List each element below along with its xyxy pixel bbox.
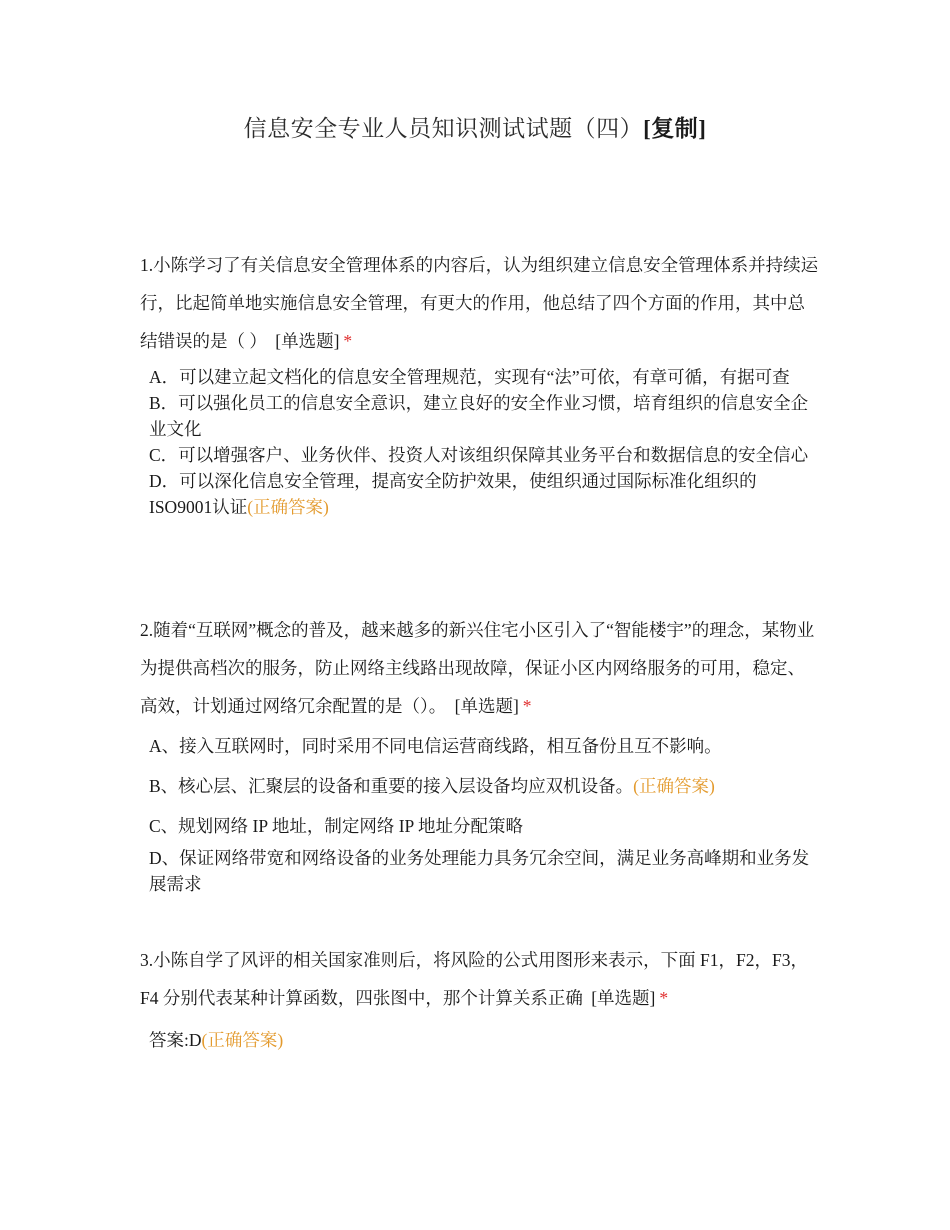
question-text: 2.随着“互联网”概念的普及，越来越多的新兴住宅小区引入了“智能楼宇”的理念，某物业为提供高档次的服务，防止网络主线路出现故障，保证小区内网络服务的可用，稳定、高效，计划通过网络冗余配置的是（）。	[140, 620, 815, 716]
option-list	[140, 733, 820, 897]
question-2	[140, 611, 820, 897]
correct-answer-tag: (正确答案)	[201, 1030, 284, 1050]
option-list	[140, 364, 820, 520]
option-b[interactable]: B、核心层、汇聚层的设备和重要的接入层设备均应双机设备。(正确答案)	[149, 776, 715, 796]
title-main: 信息安全专业人员知识测试试题（四）	[243, 116, 644, 141]
option-d[interactable]: D、保证网络带宽和网络设备的业务处理能力具务冗余空间，满足业务高峰期和业务发展需求	[149, 848, 810, 894]
question-stem	[140, 246, 820, 360]
question-type-label: [单选题]	[591, 988, 656, 1008]
question-1	[140, 246, 820, 520]
copy-link[interactable]: [复制]	[643, 116, 707, 141]
option-a[interactable]: A、接入互联网时，同时采用不同电信运营商线路，相互备份且互不影响。	[149, 736, 722, 756]
required-mark: *	[343, 331, 353, 351]
option-c[interactable]: C、规划网络 IP 地址，制定网络 IP 地址分配策略	[149, 816, 523, 836]
question-text: 3.小陈自学了风评的相关国家准则后，将风险的公式用图形来表示，下面 F1，F2，F3，F4 分别代表某种计算函数，四张图中，那个计算关系正确	[140, 950, 808, 1008]
question-stem	[140, 611, 820, 725]
required-mark: *	[659, 988, 669, 1008]
question-3	[140, 941, 820, 1053]
answer-line: 答案:D(正确答案)	[149, 1030, 284, 1050]
option-d[interactable]: D．可以深化信息安全管理，提高安全防护效果，使组织通过国际标准化组织的ISO9001认证(正确答案)	[149, 471, 757, 517]
required-mark: *	[522, 696, 532, 716]
correct-answer-tag: (正确答案)	[247, 497, 329, 517]
option-b[interactable]: B．可以强化员工的信息安全意识，建立良好的安全作业习惯，培育组织的信息安全企业文化	[149, 393, 809, 439]
question-text: 1.小陈学习了有关信息安全管理体系的内容后，认为组织建立信息安全管理体系并持续运行，比起简单地实施信息安全管理，有更大的作用，他总结了四个方面的作用，其中总结错误的是（ ）	[140, 255, 819, 351]
option-c[interactable]: C．可以增强客户、业务伙伴、投资人对该组织保障其业务平台和数据信息的安全信心	[149, 445, 809, 465]
option-list	[140, 1027, 820, 1053]
page-title	[0, 110, 950, 143]
question-type-label: [单选题]	[275, 331, 340, 351]
correct-answer-tag: (正确答案)	[633, 776, 715, 796]
question-type-label: [单选题]	[454, 696, 519, 716]
option-a[interactable]: A．可以建立起文档化的信息安全管理规范，实现有“法”可依，有章可循，有据可查	[149, 367, 790, 387]
question-stem	[140, 941, 820, 1017]
